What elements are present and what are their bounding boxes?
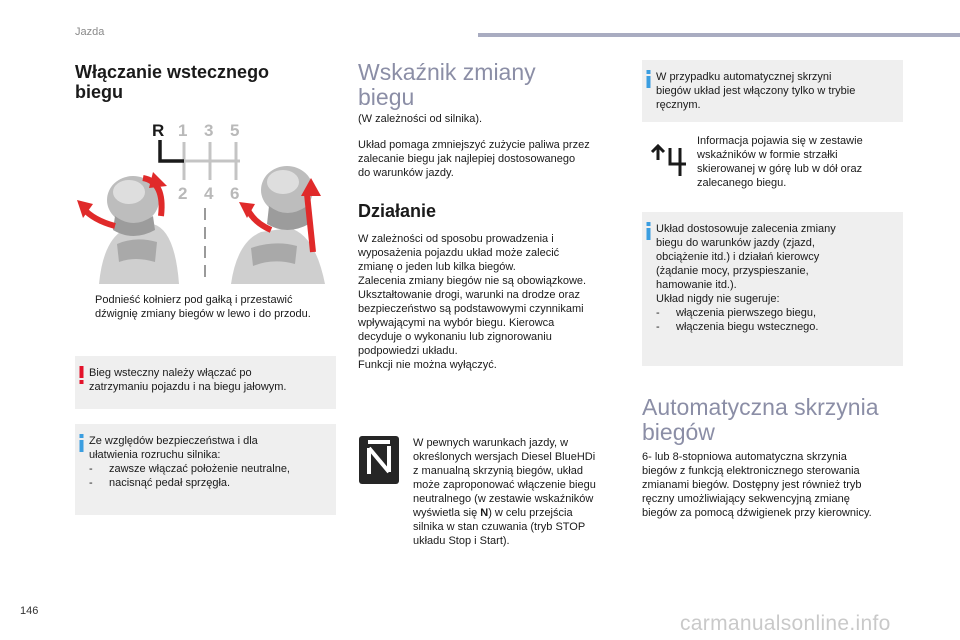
operation-body: W zależności od sposobu prowadzenia i wyposażenia pojazdu układ może zalecić zmianę o jeden lub kilka biegów. Zalecenia zmiany biegów nie są obowiązkowe. Ukształtowanie drogi, warunki na drodze oraz bezpieczeństwo są podstawowymi czynnikami wpływającymi na wybór biegu. Kierowca decyduje o wykonaniu lub zignorowaniu podpowiedzi układu. Funkcji nie można wyłączyć. <box>358 233 587 371</box>
shift-indicator-text: Informacja pojawia się w zestawie wskaźników w formie strzałki skierowanej w górę lub w dół oraz zalecanego biegu. <box>697 135 863 189</box>
gear-indicator-intro: Układ pomaga zmniejszyć zużycie paliwa przez zalecanie biegu jak najlepiej dostosowanego do warunków jazdy. <box>358 139 590 179</box>
instruction: Podnieść kołnierz pod gałką i przestawić dźwignię zmiany biegów w lewo i do przodu. <box>75 293 337 321</box>
warning-icon <box>79 366 84 384</box>
gear-label-4: 4 <box>204 184 214 203</box>
info-box-safety: Ze względów bezpieczeństwa i dla ułatwienia rozruchu silnika: - zawsze włączać położenie neutralne, - nacisnąć pedał sprzęgła. <box>75 424 336 515</box>
section-label: Jazda <box>75 26 105 38</box>
info-box-automatic: W przypadku automatycznej skrzyni biegów układ jest włączony tylko w trybie ręcznym. <box>642 60 903 122</box>
warning-box: Bieg wsteczny należy włączać po zatrzymaniu pojazdu i na biegu jałowym. <box>75 356 336 409</box>
operation-heading: Działanie <box>358 201 437 221</box>
info-icon <box>646 222 651 240</box>
automatic-gearbox-text: 6- lub 8-stopniowa automatyczna skrzynia biegów z funkcją elektronicznego sterowania zmianami biegów. Dostępny jest również tryb ręczny umożliwiający sekwencyjną zmianę biegów za pomocą dźwigienek przy kierownicy. <box>642 451 872 519</box>
neutral-gear-text: W pewnych warunkach jazdy, w określonych wersjach Diesel BlueHDi z manualną skrzynią biegów, układ może zaproponować włączenie biegu neutralnego (w zestawie wskaźników wyświetla się N) w celu przejścia silnika w stan czuwania (tryb STOP układu Stop i Start). <box>413 437 596 547</box>
gear-label-r: R <box>152 121 165 140</box>
gear-label-5: 5 <box>230 121 240 140</box>
gear-label-2: 2 <box>178 184 188 203</box>
gear-label-3: 3 <box>204 121 214 140</box>
gear-label-6: 6 <box>230 184 240 203</box>
instruction-marker <box>75 293 95 307</box>
gear-shift-illustration <box>75 112 335 288</box>
header-bar <box>478 33 960 37</box>
gear-indicator-title: Wskaźnik zmiany biegu <box>358 59 536 110</box>
automatic-gearbox-title: Automatyczna skrzynia biegów <box>642 394 879 445</box>
info-icon <box>79 434 84 452</box>
watermark: carmanualsonline.info <box>680 612 891 635</box>
gear-label-1: 1 <box>178 121 188 140</box>
info-box-adaptation: Układ dostosowuje zalecenia zmiany biegu do warunków jazdy (zjazd, obciążenie itd.) i działań kierowcy (żądanie mocy, przyspieszanie, hamowanie itd.). Układ nigdy nie sugeruje: - włączenia pierwszego biegu, - włączenia biegu wstecznego. <box>642 212 903 366</box>
shift-up-arrow-icon <box>648 142 690 178</box>
neutral-gear-icon <box>359 436 399 484</box>
info-icon <box>646 70 651 88</box>
gear-indicator-subtitle: (W zależności od silnika). <box>358 113 483 125</box>
page-number: 146 <box>20 605 39 617</box>
reverse-gear-title: Włączanie wstecznego biegu <box>75 62 270 102</box>
